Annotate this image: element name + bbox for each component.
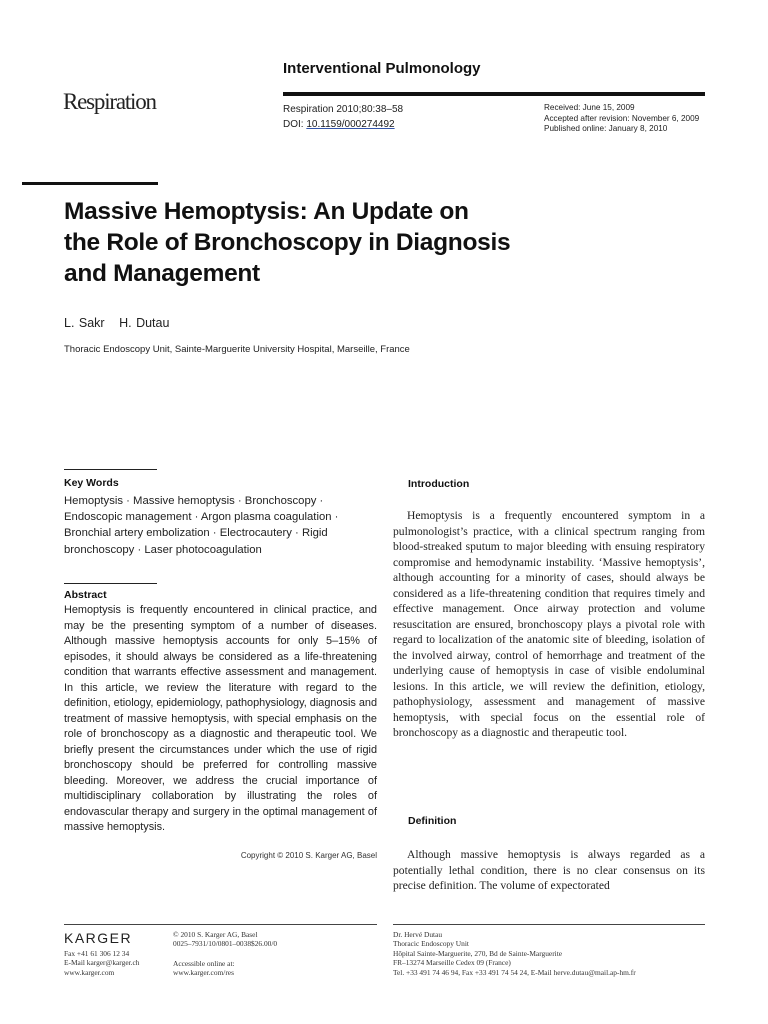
doi-link[interactable]: 10.1159/000274492 <box>306 119 395 130</box>
footer-issn-line: 0025–7931/10/0801–0038$26.00/0 <box>173 939 278 949</box>
affiliation: Thoracic Endoscopy Unit, Sainte-Marguerite University Hospital, Marseille, France <box>64 344 410 355</box>
footer-rule-right <box>393 924 705 925</box>
keywords-rule <box>64 469 157 470</box>
publication-dates <box>544 103 699 135</box>
doi-line <box>283 117 403 132</box>
published-date: Published online: January 8, 2010 <box>544 124 668 133</box>
footer-access-label: Accessible online at: <box>173 959 235 968</box>
footer-rule-left <box>64 924 377 925</box>
correspondence-city: FR–13274 Marseille Cedex 09 (France) <box>393 958 511 968</box>
introduction-text: Hemoptysis is a frequently encountered symptom in a pulmonologist’s practice, with a clinical spectrum ranging from blood-streaked sputum to major bleeding with ensuing respiratory compromise and hemodynamic instability. ‘Massive hemoptysis’, although accounting for a minority of cases, should always be considered as a life-threatening condition that requires timely and effective management. Once airway protection and volume resuscitation are ensured, bronchoscopy plays a pivotal role with regard to localization of the anatomic site of bleeding, isolation of the involved airway, control of hemorrhage and treatment of the underlying cause of hemoptysis in case of visible endoluminal lesions. In this article, we will review the definition, etiology, pathophysiology, assessment and management of massive hemoptysis, with special focus on the essential role of bronchoscopy as a diagnostic and therapeutic tool. <box>393 509 705 739</box>
title-line: the Role of Bronchoscopy in Diagnosis <box>64 229 511 256</box>
correspondence-unit: Thoracic Endoscopy Unit <box>393 939 469 949</box>
introduction-heading: Introduction <box>408 478 470 490</box>
correspondence-phone: Tel. +33 491 74 46 94, Fax +33 491 74 54 24, E-Mail herve.dutau@mail.ap-hm.fr <box>393 967 636 977</box>
header-rule <box>283 92 705 96</box>
publisher-email: E-Mail karger@karger.ch <box>64 958 140 968</box>
citation-line: Respiration 2010;80:38–58 <box>283 104 404 115</box>
correspondence-address <box>393 930 636 977</box>
publisher-logo: KARGER <box>64 930 133 946</box>
title-line: and Management <box>64 260 260 287</box>
title-line: Massive Hemoptysis: An Update on <box>64 198 469 225</box>
publisher-contact <box>64 949 139 977</box>
copyright-notice: Copyright © 2010 S. Karger AG, Basel <box>240 851 377 860</box>
correspondence-street: Hôpital Sainte-Marguerite, 270, Bd de Sainte-Marguerite <box>393 948 563 958</box>
abstract-rule <box>64 583 157 584</box>
publisher-website: www.karger.com <box>64 967 115 977</box>
keywords-list: Hemoptysis · Massive hemoptysis · Bronchoscopy · Endoscopic management · Argon plasma coagulation · Bronchial artery embolization · Electrocautery · Rigid bronchoscopy · Laser photocoagulation <box>64 495 339 556</box>
title-rule <box>22 182 158 185</box>
received-date: Received: June 15, 2009 <box>544 103 635 112</box>
accepted-date: Accepted after revision: November 6, 2009 <box>544 113 700 123</box>
footer-copyright <box>173 930 277 949</box>
footer-access <box>173 959 235 978</box>
article-title <box>64 196 584 289</box>
author-list <box>64 316 179 330</box>
doi-label: DOI: <box>283 119 307 130</box>
footer-copyright-line: © 2010 S. Karger AG, Basel <box>173 930 258 939</box>
definition-text: Although massive hemoptysis is always regarded as a potentially lethal condition, there is no clear consensus on its precise definition. The volume of expectorated <box>393 848 705 892</box>
author-name: H. Dutau <box>119 316 170 330</box>
citation-block <box>283 102 403 132</box>
definition-heading: Definition <box>408 815 457 827</box>
correspondence-name: Dr. Hervé Dutau <box>393 930 443 939</box>
keywords-heading: Key Words <box>64 477 119 489</box>
author-name: L. Sakr <box>64 316 105 330</box>
publisher-fax: Fax +41 61 306 12 34 <box>64 949 130 958</box>
footer-access-url: www.karger.com/res <box>173 968 234 978</box>
section-title: Interventional Pulmonology <box>283 60 481 77</box>
abstract-text: Hemoptysis is frequently encountered in clinical practice, and may be the presenting symptom of a number of diseases. Although massive hemoptysis accounts for only 5–15% of episodes, it should always be considered as a life-threatening condition that warrants effective assessment and management. In this article, we review the literature with regard to the definition, etiology, epidemiology, pathophysiology, diagnosis and treatment of massive hemoptysis, with special emphasis on the role of bronchoscopy as a diagnostic and therapeutic tool. We briefly present the circumstances under which the use of rigid bronchoscopy should be preferred for controlling massive bleeding. Moreover, we address the crucial importance of multidisciplinary collaboration by illustrating the roles of endovascular therapy and surgery in the optimal management of massive hemoptysis. <box>64 604 378 833</box>
journal-logo: Respiration <box>63 89 156 114</box>
abstract-heading: Abstract <box>64 589 107 601</box>
